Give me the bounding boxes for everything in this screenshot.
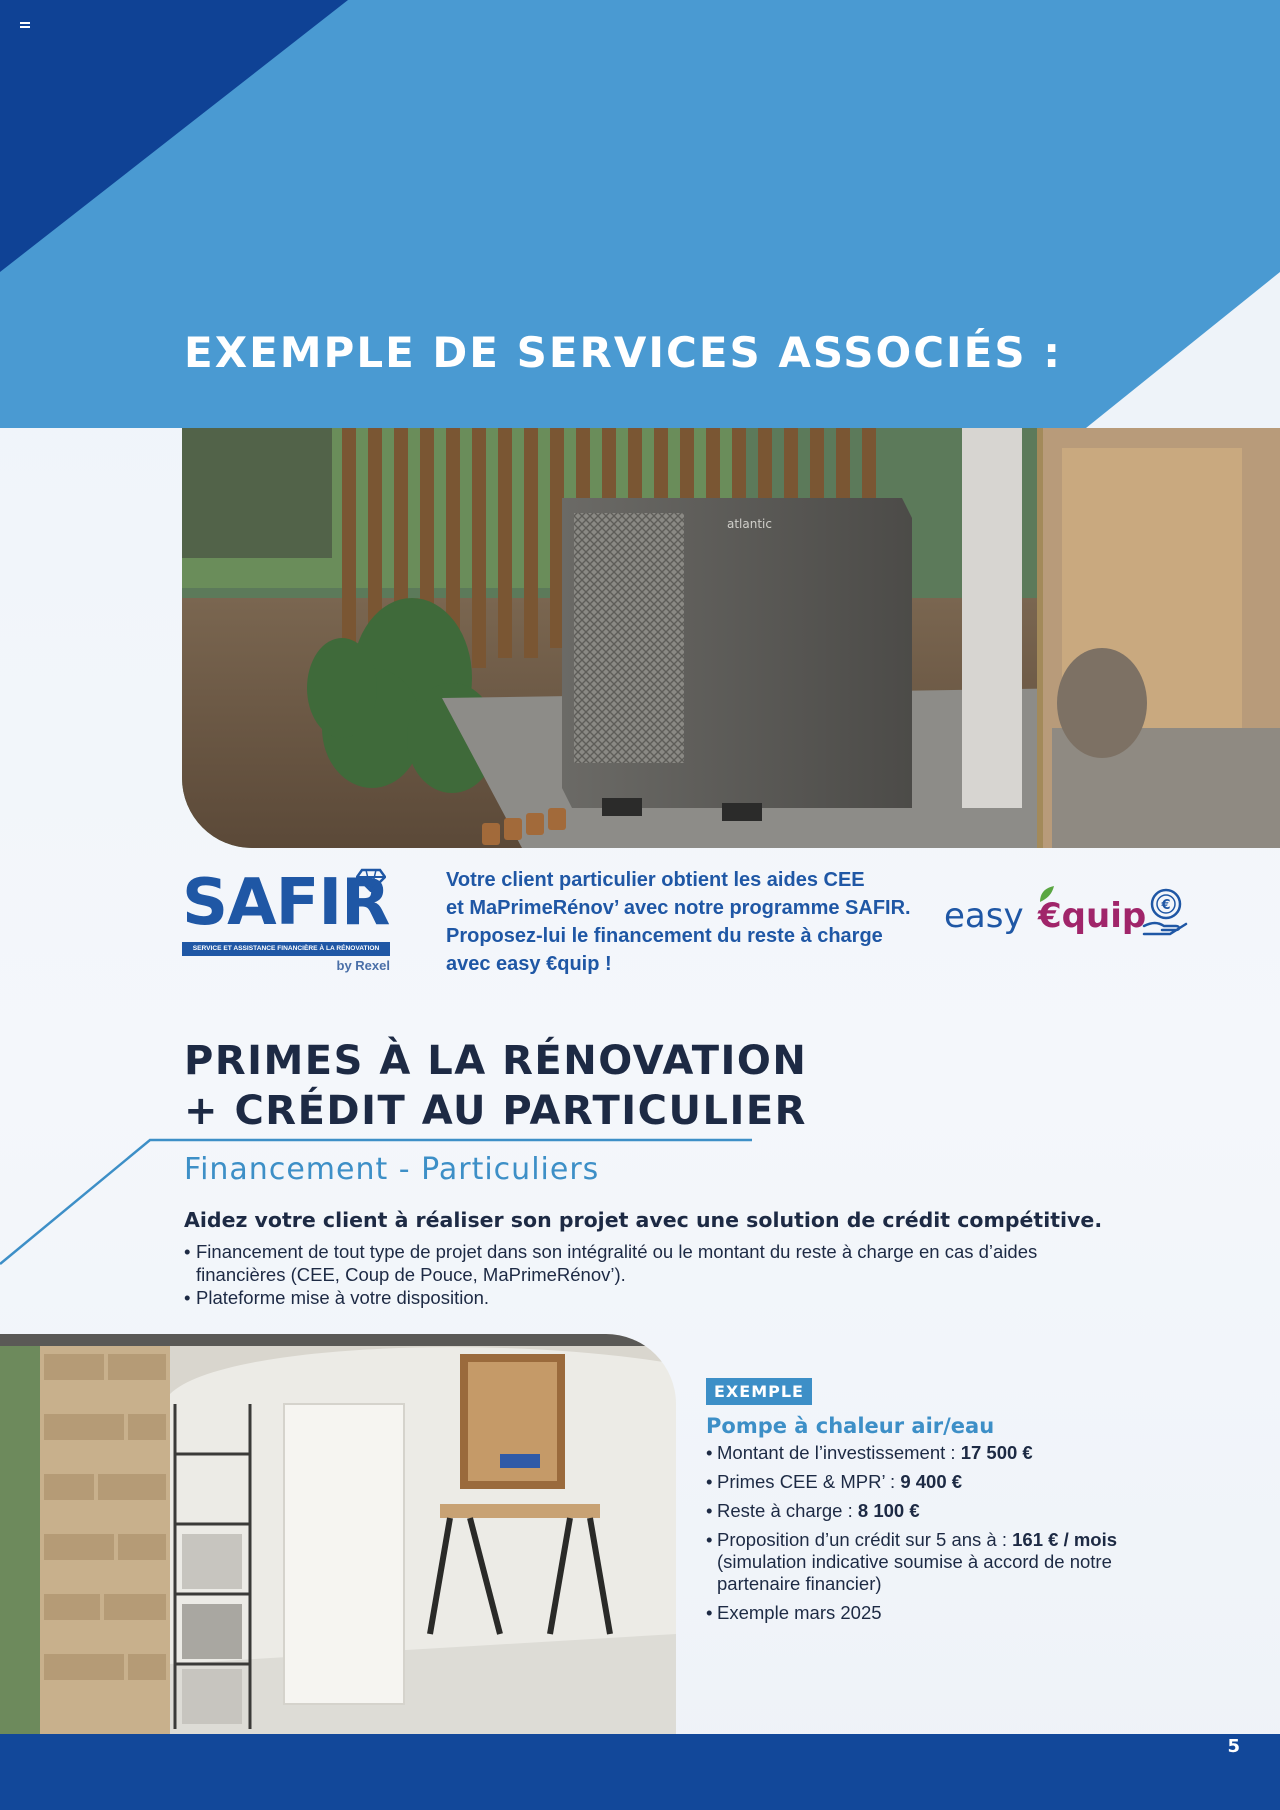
garage-illustration [0, 1334, 676, 1734]
section-title-line: + CRÉDIT AU PARTICULIER [184, 1088, 807, 1134]
item-value: 9 400 € [900, 1471, 963, 1492]
safir-logo-word: SAFIR [182, 866, 390, 940]
heat-pump-brand: atlantic [727, 517, 772, 531]
diamond-icon [356, 866, 386, 892]
list-item [706, 1602, 1136, 1624]
example-title: Pompe à chaleur air/eau [706, 1414, 995, 1438]
page-number: 5 [1227, 1736, 1240, 1757]
feature-list [184, 1240, 1124, 1309]
easyequip-logo [944, 884, 1194, 948]
heat-pump-illustration [182, 428, 1280, 848]
item-label: Exemple mars 2025 [717, 1602, 882, 1623]
list-item: • Financement de tout type de projet dans son intégralité ou le montant du reste à charge en cas d’aides financières (CEE, Coup de Pouce, MaPrimeRénov’). [184, 1240, 1124, 1286]
item-label: Primes CEE & MPR’ : [717, 1471, 901, 1492]
coin-hand-icon [1140, 886, 1192, 938]
safir-description [446, 866, 936, 978]
item-value: 8 100 € [857, 1500, 920, 1521]
list-item [706, 1529, 1136, 1595]
list-item [706, 1471, 1136, 1493]
item-note: (simulation indicative soumise à accord de notre partenaire financier) [717, 1551, 1112, 1594]
example-list [706, 1442, 1136, 1631]
easyequip-equip-word: €quip [1038, 896, 1147, 936]
page-title: EXEMPLE DE SERVICES ASSOCIÉS : [184, 328, 1063, 377]
list-item [706, 1442, 1136, 1464]
safir-tagline: SERVICE ET ASSISTANCE FINANCIÈRE À LA RÉNOVATION [182, 942, 390, 956]
heat-pump-grille [574, 513, 684, 763]
section-title [184, 1036, 807, 1136]
safir-text-line: Proposez-lui le financement du reste à charge [446, 925, 883, 947]
indoor-unit [284, 1404, 404, 1704]
menu-icon[interactable] [20, 22, 30, 30]
list-item: • Plateforme mise à votre disposition. [184, 1286, 1124, 1309]
item-label: Proposition d’un crédit sur 5 ans à : [717, 1529, 1013, 1550]
safir-text-line: Votre client particulier obtient les aides CEE [446, 869, 865, 891]
easyequip-easy-word: easy [944, 896, 1024, 936]
item-value: 161 € / mois [1012, 1529, 1118, 1550]
safir-text-line: et MaPrimeRénov’ avec notre programme SAFIR. [446, 897, 911, 919]
safir-byline: by Rexel [336, 958, 390, 973]
example-badge: EXEMPLE [706, 1378, 812, 1405]
footer-band [0, 1734, 1280, 1810]
svg-text:€: € [1161, 898, 1171, 913]
item-label: Reste à charge : [717, 1500, 858, 1521]
safir-logo [182, 868, 392, 972]
item-value: 17 500 € [960, 1442, 1033, 1463]
garage-photo [0, 1334, 676, 1734]
item-label: Montant de l’investissement : [717, 1442, 961, 1463]
list-item [706, 1500, 1136, 1522]
section-title-line: PRIMES À LA RÉNOVATION [184, 1038, 808, 1084]
heat-pump-photo [182, 428, 1280, 848]
safir-text-line: avec easy €quip ! [446, 953, 612, 975]
section-lead: Aidez votre client à réaliser son projet avec une solution de crédit compétitive. [184, 1208, 1103, 1232]
section-subtitle: Financement - Particuliers [184, 1152, 600, 1187]
